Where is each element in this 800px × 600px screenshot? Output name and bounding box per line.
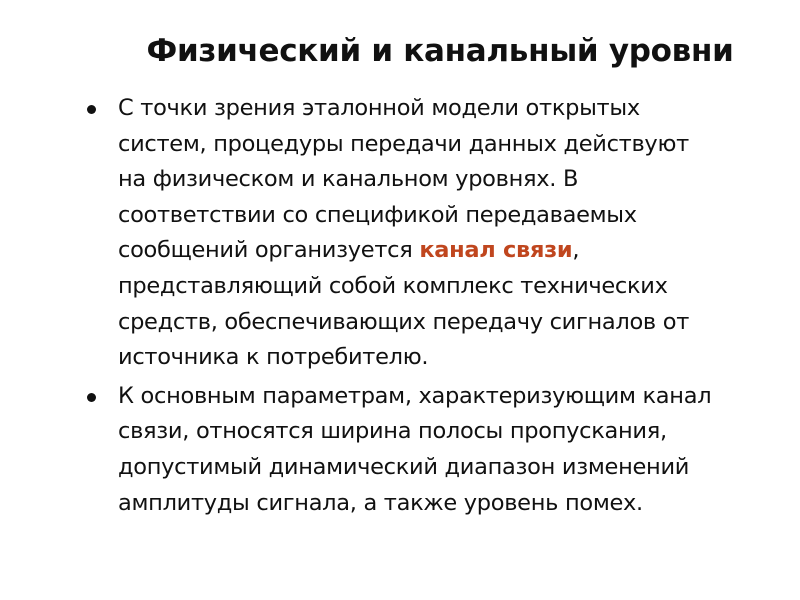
bullet-list (0, 91, 800, 521)
bullet-icon (87, 105, 96, 114)
bullet-text: К основным параметрам, характеризующим канал связи, относятся ширина полосы пропускания, допустимый динамический диапазон изменений амплитуды сигнала, а также уровень помех. (118, 382, 712, 516)
highlight-term: канал связи (419, 237, 573, 264)
bullet-text (118, 95, 689, 370)
bullet-item-channel-parameters (0, 379, 800, 521)
bullet-icon (87, 393, 96, 402)
bullet-text-before: С точки зрения эталонной модели открытых систем, процедуры передачи данных действуют на физическом и канальном уровнях. В соответствии со спецификой передаваемых сообщений организуется (118, 95, 689, 264)
slide-title: Физический и канальный уровни (146, 33, 734, 69)
bullet-text-after: , представляющий собой комплекс технических средств, обеспечивающих передачу сигналов от источника к потребителю. (118, 237, 690, 371)
bullet-item-channel-definition (0, 91, 800, 376)
